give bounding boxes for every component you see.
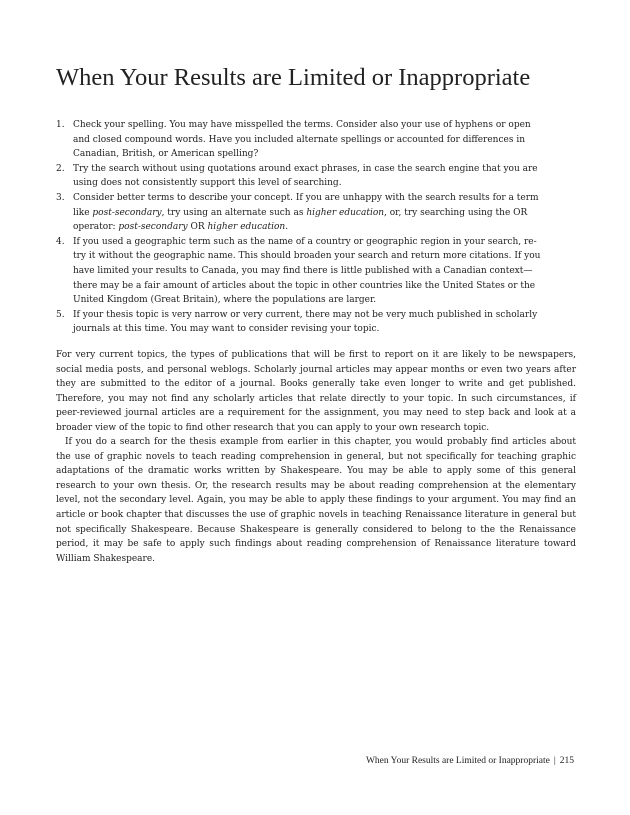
text-run: Consider better terms to describe your concept. If you are unhappy with the search results for a term like (73, 192, 539, 218)
list-item (56, 162, 576, 191)
text-run: , or, try searching using the OR operator: (73, 207, 528, 233)
list-item-text: If you used a geographic term such as the name of a country or geographic region in your search, re-try it without the geographic name. This should broaden your search and return more citations. If you have limited your results to Canada, you may find there is little published with a Canadian context—there may be a fair amount of articles about the topic in other countries like the United States or the United Kingdom (Great Britain), where the populations are larger. (73, 236, 541, 306)
list-item-text: Check your spelling. You may have misspelled the terms. Consider also your use of hyphens or open and closed compound words. Have you included alternate spellings or accounted for differences in Canadian, British, or American spelling? (73, 120, 531, 160)
list-item-text: Try the search without using quotations around exact phrases, in case the search engine that you are using does not consistently support this level of searching. (73, 163, 538, 189)
list-number: 1. (56, 120, 65, 130)
page-title: When Your Results are Limited or Inappropriate (56, 64, 531, 91)
page-number: 215 (559, 756, 574, 766)
body-paragraph: If you do a search for the thesis example from earlier in this chapter, you would probably find articles about the use of graphic novels to teach reading comprehension in general, but not specifically for teaching graphic adaptations of the dramatic works written by Shakespeare. You may be able to apply some of this general research to your own thesis. Or, the research results may be about reading comprehension at the elementary level, not the secondary level. Again, you may be able to apply these findings to your argument. You may find an article or book chapter that discusses the use of graphic novels in teaching Renaissance literature in general but not specifically Shakespeare. Because Shakespeare is generally considered to belong to the the Renaissance period, it may be safe to apply such findings about reading comprehension of Renaissance literature toward William Shakespeare. (56, 437, 576, 564)
list-item-text: If your thesis topic is very narrow or very current, there may not be very much published in scholarly journals at this time. You may want to consider revising your topic. (73, 309, 538, 335)
page-footer (300, 755, 574, 767)
text-run: OR (187, 222, 208, 233)
body-paragraph: For very current topics, the types of publications that will be first to report on it are likely to be newspapers, social media posts, and personal weblogs. Scholarly journal articles may appear months or even two years after they are submitted to the editor of a journal. Books generally take even longer to write and get published. Therefore, you may not find any scholarly articles that relate directly to your topic. In such circumstances, if peer-reviewed journal articles are a requirement for the assignment, you may need to step back and look at a broader view of the topic to find other research that you can apply to your own research topic. (56, 350, 576, 433)
footer-section-title: When Your Results are Limited or Inappropriate (365, 756, 550, 766)
emphasis-term: higher education (306, 207, 385, 218)
list-item (56, 235, 576, 308)
list-number: 5. (56, 309, 65, 320)
list-number: 4. (56, 236, 65, 247)
emphasis-term: post-secondary (118, 222, 188, 233)
text-run: . (285, 222, 289, 233)
list-number: 3. (56, 192, 65, 203)
list-item-text (73, 191, 545, 235)
list-item (56, 308, 576, 337)
list-item (56, 118, 576, 162)
footer-separator: | (553, 756, 556, 766)
list-number: 2. (56, 163, 65, 174)
tips-list (56, 118, 576, 337)
text-run: , try using an alternate such as (161, 207, 307, 218)
emphasis-term: higher education (207, 222, 286, 233)
list-item (56, 191, 576, 235)
emphasis-term: post-secondary (92, 207, 162, 218)
